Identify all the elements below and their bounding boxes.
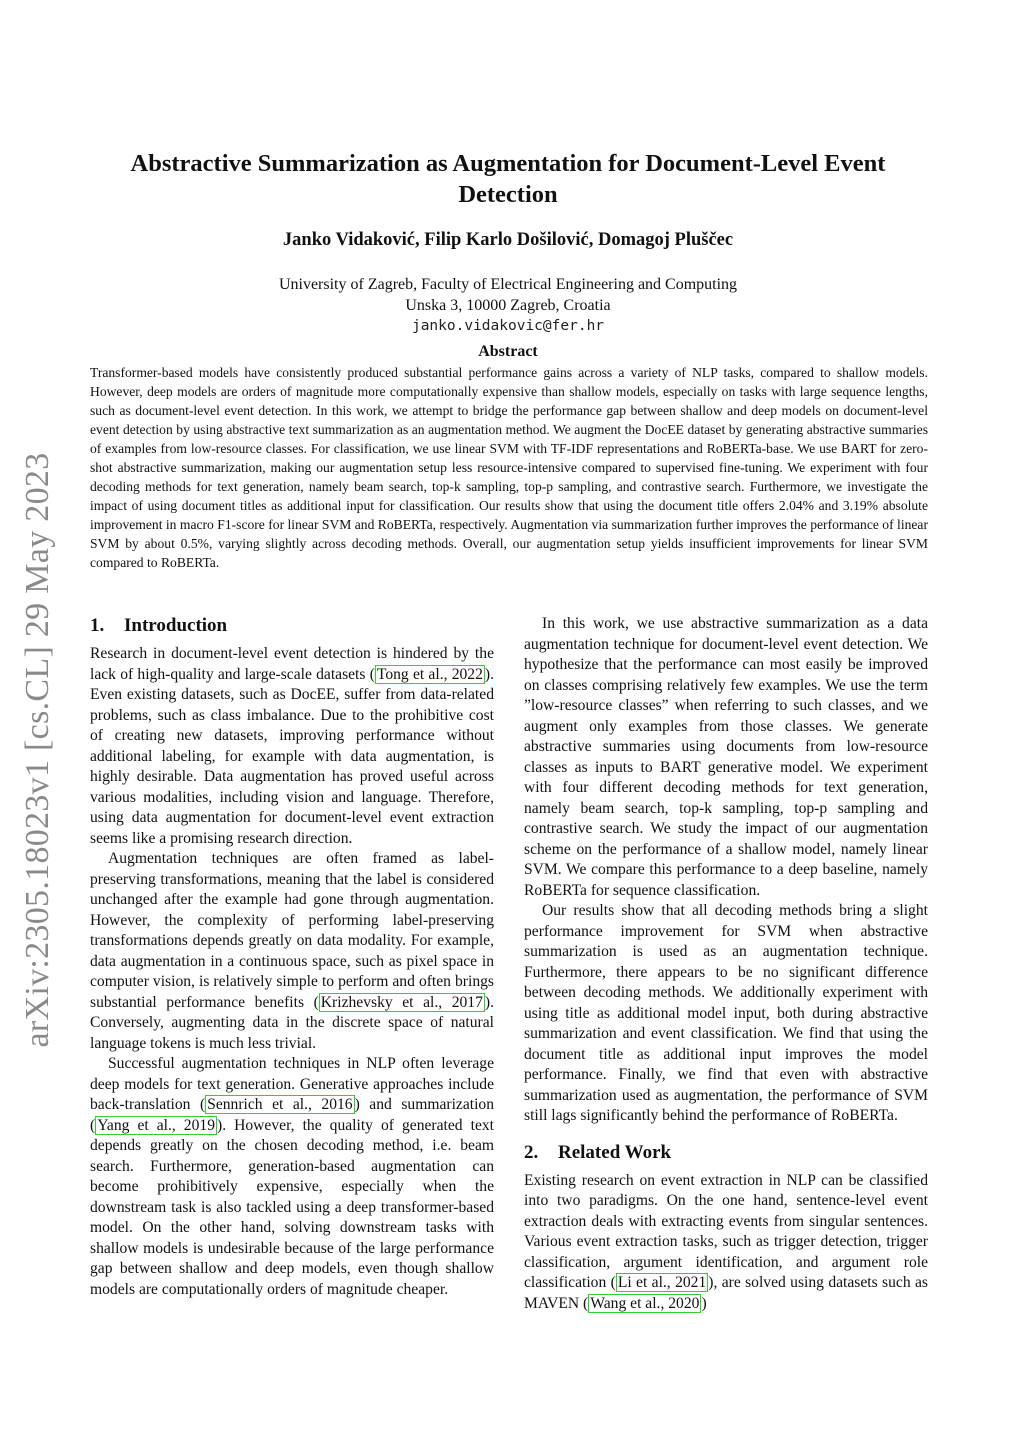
abstract-text: Transformer-based models have consistently produced substantial performance gains across a variety of NLP tasks, compared to shallow models. However, deep models are orders of magnitude more computationally expensive than shallow models, especially on tasks with large sequence lengths, such as document-level event detection. In this work, we attempt to bridge the performance gap between shallow and deep models on document-level event detection by using abstractive text summarization as an augmentation method. We augment the DocEE dataset by generating abstractive summaries of examples from low-resource classes. For classification, we use linear SVM with TF-IDF representations and RoBERTa-base. We use BART for zero-shot abstractive summarization, making our augmentation setup less resource-intensive compared to supervised fine-tuning. We experiment with four decoding methods for text generation, namely beam search, top-k sampling, top-p sampling, and contrastive search. Furthermore, we investigate the impact of using document titles as additional input for classification. Our results show that using the document title offers 2.04% and 3.19% absolute improvement in macro F1-score for linear SVM and RoBERTa, respectively. Augmentation via summarization further improves the performance of linear SVM by about 0.5%, varying slightly across decoding methods. Overall, our augmentation setup yields insufficient improvements for linear SVM compared to RoBERTa. [90,365,928,570]
citation-link[interactable]: Yang et al., 2019 [97,1116,215,1134]
affiliation: University of Zagreb, Faculty of Electrical Engineering and Computing [278,276,738,293]
paragraph [90,1054,494,1300]
paragraph [90,644,494,849]
arxiv-identifier: arXiv:2305.18023v1 [cs.CL] 29 May 2023 [19,452,56,1048]
paper-title: Abstractive Summarization as Augmentation for Document-Level Event Detection [130,150,886,208]
paragraph-text: Existing research on event extraction in NLP can be classified into two paradigms. On the one hand, sentence-level event extraction deals with extracting events from singular sentences. Various event extraction tasks, such as trigger detection, trigger classification, argument identification, and argument role classification ( [524,1171,928,1291]
paper-authors: Janko Vidaković, Filip Karlo Došilović, Domagoj Pluščec [282,230,734,250]
citation-link[interactable]: Sennrich et al., 2016 [207,1096,353,1113]
section-number: 2. [524,1141,539,1163]
paragraph-text: ) [701,1294,707,1312]
paragraph-text: ), are solved using datasets such as MAVEN ( [524,1274,928,1312]
affiliation-block [100,274,916,337]
citation-link[interactable]: Krizhevsky et al., 2017 [320,993,483,1011]
paragraph: In this work, we use abstractive summarization as a data augmentation technique for document-level event detection. We hypothesize that the performance can most easily be improved on classes comprising relatively few examples. We use the term ”low-resource classes” when referring to such classes, and we augment only examples from those classes. We generate abstractive summaries using documents from low-resource classes as inputs to BART generative model. We experiment with four different decoding methods for text generation, namely beam search, top-k sampling, top-p sampling and contrastive search. We study the impact of our augmentation scheme on the performance of a shallow model, namely linear SVM. We compare this performance to a deep baseline, namely RoBERTa for sequence classification. [524,615,928,899]
section-number: 1. [90,615,105,636]
citation-link[interactable]: Wang et al., 2020 [590,1294,700,1312]
section-title: Related Work [558,1141,672,1163]
paragraph-text: ). Even existing datasets, such as DocEE, suffer from data-related problems, such as class imbalance. Due to the prohibitive cost of creating new datasets, improving performance without additional labeling, for example with data augmentation, is highly desirable. Data augmentation has proved useful across various modalities, including vision and language. Therefore, using data augmentation for document-level event extraction seems like a promising research direction. [90,665,494,847]
paragraph [524,1171,928,1315]
citation-link[interactable]: Li et al., 2021 [617,1274,707,1291]
paragraph: Our results show that all decoding methods bring a slight performance improvement for SVM when abstractive summarization is used as an augmentation technique. Furthermore, there appears to be no significant difference between decoding methods. We additionally experiment with using title as additional model input, both during abstractive summarization and event classification. We find that using the document title as additional input improves the model performance. Finally, we find that even with abstractive summarization used as augmentation, the performance of SVM still lags significantly behind the performance of RoBERTa. [524,902,928,1124]
email: janko.vidakovic@fer.hr [411,318,605,334]
left-column [90,614,494,1300]
section-title: Introduction [124,615,228,636]
paragraph-text: Research in document-level event detection is hindered by the lack of high-quality and large-scale datasets ( [90,645,494,683]
paragraph-text: ). However, the quality of generated text depends greatly on the chosen decoding method, i.e. beam search. Furthermore, generation-based augmentation can become prohibitively expensive, especially when the downstream task is also tackled using a deep transformer-based model. On the other hand, solving downstream tasks with shallow models is undesirable because of the large performance gap between shallow and deep models, even though shallow models are computationally orders of magnitude cheaper. [90,1116,495,1298]
section-heading-introduction [90,614,494,638]
paragraph-text: ). Conversely, augmenting data in the discrete space of natural language tokens is much less trivial. [90,993,494,1052]
address: Unska 3, 10000 Zagreb, Croatia [405,297,611,314]
paragraph-text: ) and summarization ( [90,1096,494,1134]
section-heading-related-work [524,1141,928,1165]
paragraph-text: Augmentation techniques are often framed as label-preserving transformations, meaning that the label is considered unchanged after the example had gone through augmentation. However, the complexity of performing label-preserving transformations depends greatly on data modality. For example, data augmentation in a continuous space, such as pixel space in computer vision, is relatively simple to perform and often brings substantial performance benefits ( [90,850,494,1011]
paragraph [90,849,494,1054]
abstract-heading: Abstract [478,343,538,360]
paragraph-text: Successful augmentation techniques in NLP often leverage deep models for text generation. Generative approaches include back-translation ( [90,1055,494,1113]
citation-link[interactable]: Tong et al., 2022 [376,665,483,683]
right-column [524,614,928,1314]
arxiv-sidebar [18,440,58,1060]
